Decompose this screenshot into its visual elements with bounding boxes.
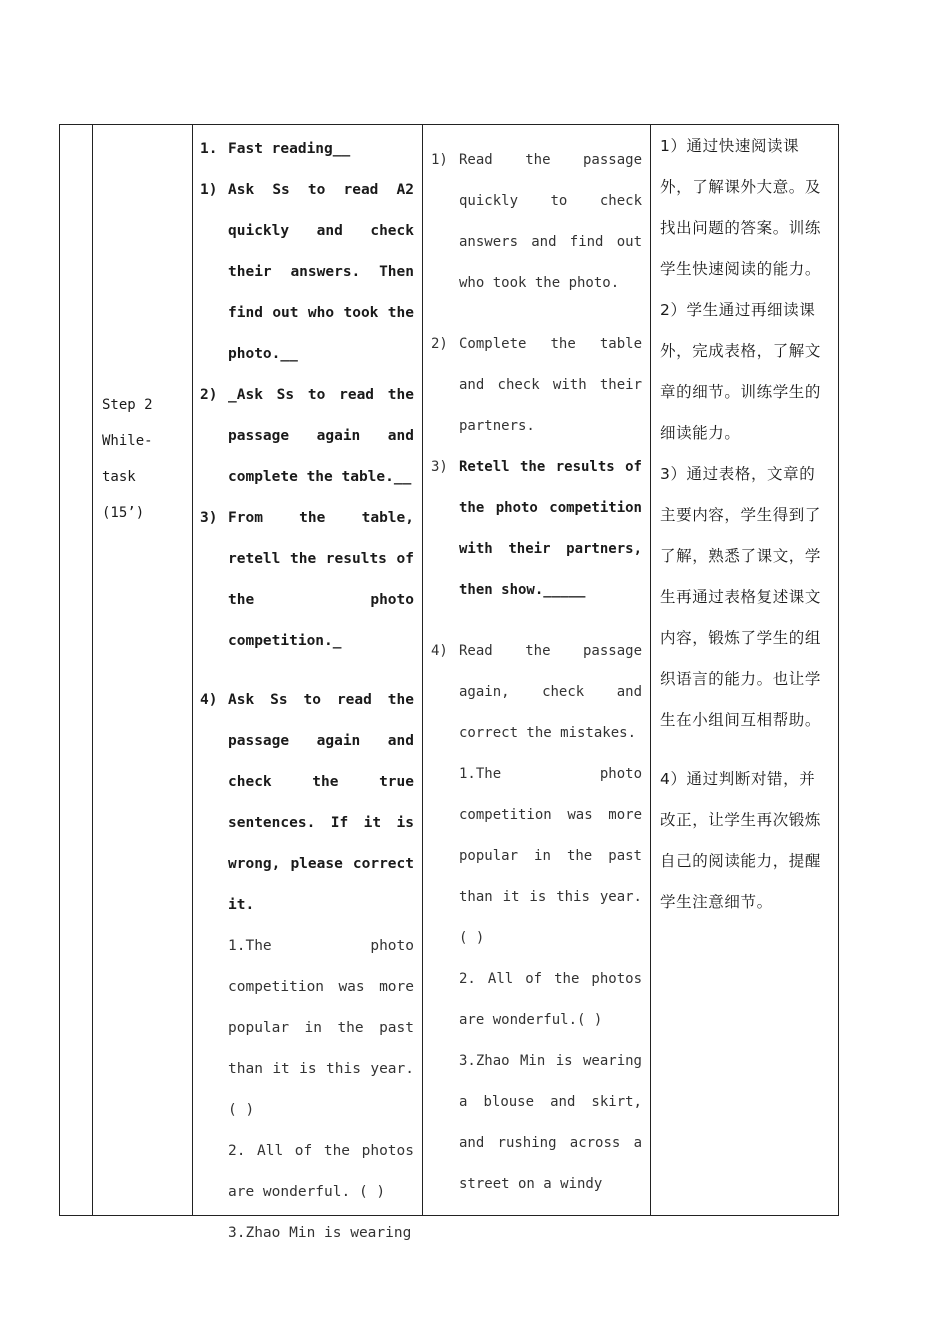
step-cell bbox=[93, 387, 192, 1215]
purpose-1: 1）通过快速阅读课外，了解课外大意。及找出问题的答案。训练学生快速阅读的能力。 bbox=[660, 137, 822, 278]
step-stage: While- bbox=[102, 433, 153, 449]
student-item-3: 3) Retell the results of the photo competition with their partners, then show._____ bbox=[431, 459, 642, 598]
teacher-question-3: 3.Zhao Min is wearing bbox=[228, 1225, 412, 1241]
student-item-1: 1) Read the passage quickly to check answers and find out who took the photo. bbox=[431, 152, 642, 291]
teacher-question-1: 1.The photo competition was more popular in the past than it is this year.( ) bbox=[228, 938, 414, 1118]
purpose-2: 2）学生通过再细读课外，完成表格，了解文章的细节。训练学生的细读能力。 bbox=[660, 301, 822, 442]
student-activity-cell bbox=[423, 125, 650, 1215]
student-question-2: 2. All of the photos are wonderful.( ) bbox=[459, 971, 642, 1028]
blank-column-cell bbox=[60, 125, 92, 1215]
student-question-1: 1.The photo competition was more popular in the past than it is this year. ( ) bbox=[459, 766, 642, 946]
design-purpose-cell bbox=[651, 125, 839, 1215]
teacher-item-1: 1) Ask Ss to read A2 quickly and check their answers. Then find out who took the photo.__ bbox=[200, 182, 414, 362]
teacher-item-2: 2) _Ask Ss to read the passage again and complete the table.__ bbox=[200, 387, 414, 485]
student-item-2: 2) Complete the table and check with their partners. bbox=[431, 336, 642, 434]
purpose-4: 4）通过判断对错，并改正，让学生再次锻炼自己的阅读能力，提醒学生注意细节。 bbox=[660, 770, 822, 911]
step-stage-cont: task bbox=[102, 469, 136, 485]
student-question-3: 3.Zhao Min is wearing a blouse and skirt, and rushing across a street on a windy bbox=[459, 1053, 642, 1192]
student-item-4: 4) Read the passage again, check and correct the mistakes. bbox=[431, 643, 642, 741]
teacher-item-4: 4) Ask Ss to read the passage again and check the true sentences. If it is wrong, please correct it. bbox=[200, 692, 414, 913]
teacher-heading: 1. Fast reading__ bbox=[200, 141, 351, 157]
step-duration: (15’) bbox=[102, 505, 145, 521]
step-label: Step 2 bbox=[102, 397, 153, 413]
teacher-activity-cell bbox=[193, 125, 422, 1241]
lesson-plan-table bbox=[59, 124, 839, 1241]
teacher-item-3: 3) From the table, retell the results of the photo competition._ bbox=[200, 510, 414, 649]
teacher-question-2: 2. All of the photos are wonderful. ( ) bbox=[228, 1143, 414, 1200]
purpose-3: 3）通过表格，文章的主要内容，学生得到了了解，熟悉了课文，学生再通过表格复述课文内容，锻炼了学生的组织语言的能力。也让学生在小组间互相帮助。 bbox=[660, 465, 822, 729]
